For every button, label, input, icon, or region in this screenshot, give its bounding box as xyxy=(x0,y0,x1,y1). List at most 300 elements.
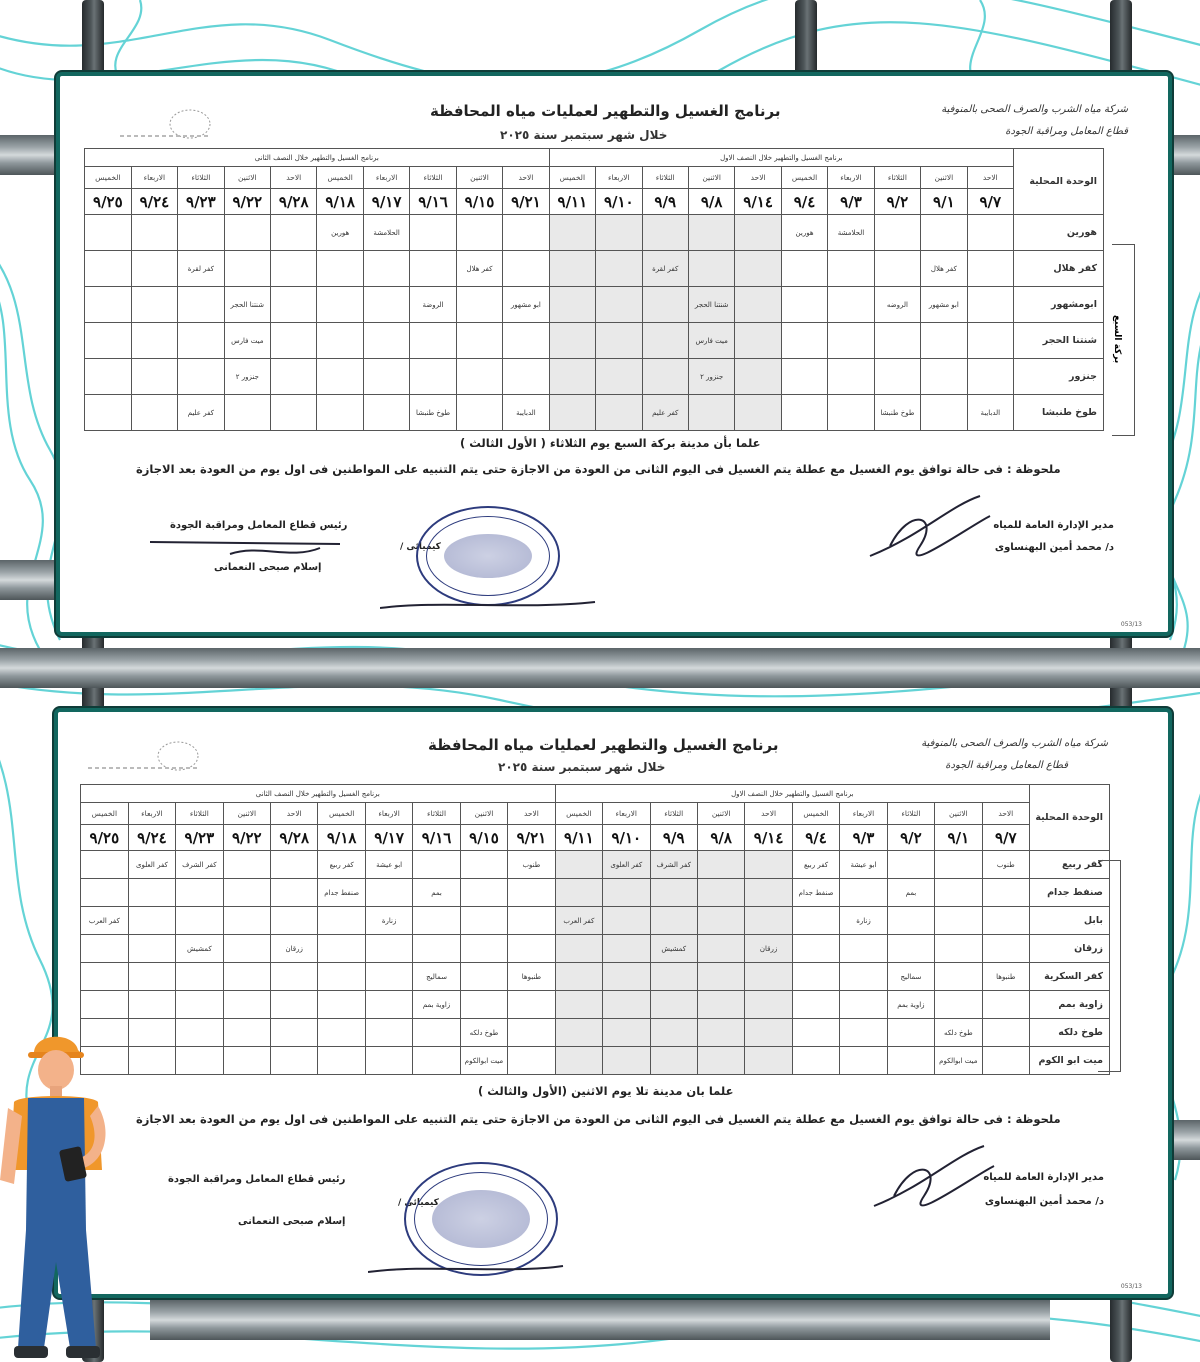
unit-name: بابل xyxy=(1030,907,1110,935)
schedule-cell xyxy=(887,907,934,935)
doc-subtitle: خلال شهر سبتمبر سنة ٢٠٢٥ xyxy=(498,760,666,774)
schedule-cell xyxy=(178,215,224,251)
day-header: الثلاثاء xyxy=(413,803,460,825)
pipe-horizontal xyxy=(0,135,60,175)
table-row xyxy=(81,851,1110,879)
left-signer-name: إسلام صبحى النعمانى xyxy=(238,1216,346,1227)
schedule-cell xyxy=(596,287,642,323)
schedule-cell: زاوية بمم xyxy=(413,991,460,1019)
schedule-cell xyxy=(176,907,223,935)
schedule-cell: شنتنا الحجر xyxy=(688,287,734,323)
schedule-cell xyxy=(128,935,175,963)
right-signer-title: مدير الإدارة العامة للمياه xyxy=(993,520,1114,531)
schedule-cell xyxy=(317,251,363,287)
schedule-cell xyxy=(223,935,270,963)
schedule-cell xyxy=(363,323,409,359)
unit-header: الوحدة المحلية xyxy=(1014,149,1104,215)
schedule-cell xyxy=(508,907,555,935)
schedule-cell xyxy=(840,935,887,963)
schedule-cell xyxy=(555,1019,602,1047)
schedule-cell xyxy=(887,1047,934,1075)
schedule-cell xyxy=(365,991,412,1019)
schedule-cell xyxy=(549,215,595,251)
date-header: ٩/٢٤ xyxy=(131,189,177,215)
schedule-cell xyxy=(508,1019,555,1047)
schedule-cell xyxy=(921,359,967,395)
schedule-cell xyxy=(828,251,874,287)
date-header: ٩/١٦ xyxy=(413,825,460,851)
day-header: الاربعاء xyxy=(365,803,412,825)
signature-right xyxy=(860,486,1000,566)
schedule-cell: الدبايبة xyxy=(967,395,1013,431)
schedule-cell: جنزور ٢ xyxy=(224,359,270,395)
day-header: الثلاثاء xyxy=(650,803,697,825)
day-header: الثلاثاء xyxy=(176,803,223,825)
schedule-cell xyxy=(503,323,549,359)
schedule-cell xyxy=(735,215,781,251)
day-header: الاحد xyxy=(967,167,1013,189)
schedule-cell xyxy=(840,1047,887,1075)
schedule-cell: الحلامشة xyxy=(363,215,409,251)
schedule-cell xyxy=(508,1047,555,1075)
company-name: شركة مياه الشرب والصرف الصحى بالمنوفية xyxy=(921,738,1108,749)
schedule-cell xyxy=(410,251,456,287)
day-header: الاثنين xyxy=(921,167,967,189)
schedule-cell: كفر ربيع xyxy=(318,851,365,879)
form-code: 053/13 xyxy=(1120,621,1142,628)
schedule-cell xyxy=(982,907,1029,935)
schedule-cell xyxy=(365,879,412,907)
schedule-cell xyxy=(178,287,224,323)
schedule-cell: زرقان xyxy=(745,935,792,963)
schedule-cell xyxy=(223,851,270,879)
left-signer-title: رئيس قطاع المعامل ومراقبة الجودة xyxy=(170,520,348,531)
date-header: ٩/١ xyxy=(921,189,967,215)
schedule-cell: ابو عيشة xyxy=(840,851,887,879)
schedule-cell xyxy=(781,323,827,359)
day-header: الاربعاء xyxy=(828,167,874,189)
date-header: ٩/١٤ xyxy=(735,189,781,215)
schedule-cell xyxy=(982,991,1029,1019)
first-half-label: برنامج الغسيل والتطهير خلال النصف الاول xyxy=(549,149,1013,167)
schedule-cell: ميت فارس xyxy=(224,323,270,359)
unit-name: شنتنا الحجر xyxy=(1014,323,1104,359)
schedule-cell xyxy=(318,935,365,963)
schedule-cell xyxy=(178,359,224,395)
schedule-cell xyxy=(745,1047,792,1075)
schedule-cell xyxy=(792,907,839,935)
schedule-cell xyxy=(271,251,317,287)
date-header: ٩/٢٤ xyxy=(128,825,175,851)
date-header: ٩/٢٢ xyxy=(224,189,270,215)
schedule-cell: ابو مشهور xyxy=(503,287,549,323)
schedule-cell xyxy=(781,359,827,395)
schedule-cell xyxy=(128,1047,175,1075)
schedule-cell xyxy=(460,963,507,991)
schedule-cell xyxy=(223,1019,270,1047)
schedule-cell xyxy=(363,395,409,431)
date-header: ٩/١١ xyxy=(555,825,602,851)
schedule-cell xyxy=(549,359,595,395)
unit-name: جنزور xyxy=(1014,359,1104,395)
schedule-cell xyxy=(555,991,602,1019)
official-stamp xyxy=(404,1162,558,1276)
schedule-cell xyxy=(410,359,456,395)
schedule-cell xyxy=(935,963,982,991)
schedule-cell xyxy=(503,251,549,287)
table-row xyxy=(81,1047,1110,1075)
date-header: ٩/٢٨ xyxy=(271,189,317,215)
schedule-cell: ابو مشهور xyxy=(921,287,967,323)
day-header: الخميس xyxy=(549,167,595,189)
schedule-cell xyxy=(317,323,363,359)
table-row xyxy=(81,935,1110,963)
schedule-cell xyxy=(271,215,317,251)
unit-name: هورين xyxy=(1014,215,1104,251)
side-bracket xyxy=(1098,860,1121,1072)
schedule-cell: كفر ربيع xyxy=(792,851,839,879)
schedule-cell xyxy=(735,395,781,431)
schedule-cell xyxy=(318,907,365,935)
schedule-cell: طنبوها xyxy=(982,963,1029,991)
schedule-cell xyxy=(460,991,507,1019)
schedule-cell xyxy=(271,851,318,879)
schedule-cell xyxy=(642,287,688,323)
schedule-cell xyxy=(131,251,177,287)
schedule-cell xyxy=(131,323,177,359)
schedule-cell xyxy=(781,287,827,323)
schedule-cell: سماليج xyxy=(413,963,460,991)
unit-name: ابومشهور xyxy=(1014,287,1104,323)
schedule-cell xyxy=(650,1047,697,1075)
schedule-cell: الحلامشة xyxy=(828,215,874,251)
date-header: ٩/٢٨ xyxy=(271,825,318,851)
schedule-cell: الروضة xyxy=(410,287,456,323)
schedule-cell xyxy=(596,215,642,251)
schedule-cell xyxy=(318,991,365,1019)
date-header: ٩/٩ xyxy=(642,189,688,215)
table-row xyxy=(85,251,1104,287)
schedule-cell xyxy=(887,851,934,879)
unit-name: طوخ طنبشا xyxy=(1014,395,1104,431)
schedule-cell xyxy=(365,1019,412,1047)
schedule-cell xyxy=(503,359,549,395)
schedule-cell xyxy=(549,323,595,359)
schedule-cell xyxy=(828,359,874,395)
schedule-cell xyxy=(967,251,1013,287)
schedule-cell: زاوية بمم xyxy=(887,991,934,1019)
logo-mark xyxy=(88,738,208,778)
signature-stroke xyxy=(380,596,600,616)
schedule-cell: طوخ طنبشا xyxy=(874,395,920,431)
schedule-cell xyxy=(596,251,642,287)
schedule-sheet-1 xyxy=(56,72,1172,636)
worker-illustration xyxy=(0,1030,120,1362)
schedule-cell xyxy=(318,963,365,991)
schedule-cell: كفر هلال xyxy=(456,251,502,287)
date-header: ٩/٢١ xyxy=(503,189,549,215)
date-header: ٩/٩ xyxy=(650,825,697,851)
unit-name: كفر هلال xyxy=(1014,251,1104,287)
schedule-cell xyxy=(967,323,1013,359)
schedule-cell xyxy=(81,935,129,963)
day-header: الاثنين xyxy=(688,167,734,189)
schedule-cell xyxy=(508,935,555,963)
schedule-cell: طوخ طنبشا xyxy=(410,395,456,431)
schedule-cell xyxy=(650,907,697,935)
logo-mark xyxy=(120,106,220,146)
schedule-cell xyxy=(735,287,781,323)
schedule-cell xyxy=(603,963,650,991)
right-signer-title: مدير الإدارة العامة للمياه xyxy=(983,1172,1104,1183)
date-header: ٩/١٠ xyxy=(603,825,650,851)
day-header: الاربعاء xyxy=(128,803,175,825)
schedule-cell xyxy=(688,251,734,287)
schedule-cell: جنزور ٢ xyxy=(688,359,734,395)
schedule-cell xyxy=(828,323,874,359)
schedule-table-1 xyxy=(84,148,1104,431)
date-header: ٩/٢٣ xyxy=(178,189,224,215)
schedule-cell xyxy=(365,935,412,963)
schedule-cell xyxy=(982,935,1029,963)
pipe-horizontal xyxy=(0,648,1200,688)
schedule-cell xyxy=(735,359,781,395)
schedule-cell xyxy=(828,395,874,431)
schedule-cell xyxy=(85,323,132,359)
schedule-cell: الدبايبة xyxy=(503,395,549,431)
footnote: علما بان مدينة تلا يوم الاثنين (الأول والثالث ) xyxy=(478,1084,734,1098)
schedule-cell xyxy=(176,879,223,907)
date-header: ٩/١٥ xyxy=(456,189,502,215)
schedule-cell xyxy=(792,935,839,963)
date-header: ٩/١٧ xyxy=(363,189,409,215)
day-header: الاثنين xyxy=(935,803,982,825)
schedule-cell xyxy=(363,359,409,395)
schedule-cell xyxy=(828,287,874,323)
date-header: ٩/١٠ xyxy=(596,189,642,215)
schedule-cell xyxy=(410,323,456,359)
schedule-cell xyxy=(697,879,744,907)
schedule-cell: كفر هلال xyxy=(921,251,967,287)
sector-name: قطاع المعامل ومراقبة الجودة xyxy=(945,760,1068,771)
schedule-cell xyxy=(735,323,781,359)
pipe-horizontal xyxy=(0,560,60,600)
schedule-cell xyxy=(792,1019,839,1047)
form-code: 053/13 xyxy=(1120,1283,1142,1290)
right-signer-name: د/ محمد أمين البهنساوى xyxy=(984,1196,1104,1207)
chemist-label: كيميائى / xyxy=(398,1198,439,1208)
schedule-cell xyxy=(935,851,982,879)
date-header: ٩/٢ xyxy=(887,825,934,851)
schedule-cell xyxy=(887,1019,934,1047)
schedule-cell xyxy=(935,991,982,1019)
schedule-cell xyxy=(410,215,456,251)
schedule-cell xyxy=(85,215,132,251)
schedule-cell xyxy=(982,1019,1029,1047)
day-header: الاحد xyxy=(271,167,317,189)
first-half-label: برنامج الغسيل والتطهير خلال النصف الاول xyxy=(555,785,1029,803)
table-row xyxy=(81,879,1110,907)
schedule-cell xyxy=(456,215,502,251)
schedule-cell xyxy=(317,395,363,431)
date-header: ٩/٤ xyxy=(781,189,827,215)
holiday-note: ملحوظة : فى حالة توافق يوم الغسيل مع عطلة يتم الغسيل فى اليوم الثانى من العودة من الاجازة حتى يتم التنبيه على المواطنين فى اول يوم من العودة بعد الاجازة xyxy=(136,1112,1061,1126)
schedule-cell xyxy=(935,879,982,907)
schedule-cell xyxy=(413,1047,460,1075)
schedule-cell xyxy=(935,907,982,935)
schedule-cell: هورين xyxy=(781,215,827,251)
date-header: ٩/١ xyxy=(935,825,982,851)
schedule-cell xyxy=(413,1019,460,1047)
schedule-cell xyxy=(503,215,549,251)
day-header: الخميس xyxy=(792,803,839,825)
side-bracket xyxy=(1112,244,1135,436)
schedule-cell xyxy=(745,991,792,1019)
date-header: ٩/١٨ xyxy=(317,189,363,215)
schedule-cell xyxy=(128,991,175,1019)
schedule-cell xyxy=(697,963,744,991)
schedule-cell: كفر عليم xyxy=(642,395,688,431)
schedule-cell xyxy=(840,1019,887,1047)
schedule-cell: طنبوها xyxy=(508,963,555,991)
day-header: الاحد xyxy=(503,167,549,189)
schedule-cell xyxy=(781,395,827,431)
schedule-cell xyxy=(271,323,317,359)
date-header: ٩/٣ xyxy=(840,825,887,851)
schedule-cell: طوخ دلكه xyxy=(460,1019,507,1047)
schedule-cell xyxy=(555,935,602,963)
schedule-cell xyxy=(131,359,177,395)
schedule-cell: ميت فارس xyxy=(688,323,734,359)
schedule-cell xyxy=(271,963,318,991)
schedule-cell xyxy=(642,215,688,251)
unit-name: كفر ربيع xyxy=(1030,851,1110,879)
schedule-cell xyxy=(81,851,129,879)
schedule-cell: كمشيش xyxy=(650,935,697,963)
schedule-cell xyxy=(271,1047,318,1075)
doc-title: برنامج الغسيل والتطهير لعمليات مياه المحافظة xyxy=(428,736,779,754)
schedule-cell xyxy=(921,323,967,359)
table-row xyxy=(85,395,1104,431)
day-header: الاربعاء xyxy=(596,167,642,189)
second-half-label: برنامج الغسيل والتطهير خلال النصف الثانى xyxy=(85,149,550,167)
schedule-cell: ميت ابوالكوم xyxy=(935,1047,982,1075)
schedule-cell xyxy=(874,323,920,359)
schedule-cell xyxy=(650,963,697,991)
schedule-cell xyxy=(128,1019,175,1047)
day-header: الثلاثاء xyxy=(410,167,456,189)
schedule-cell xyxy=(176,1047,223,1075)
schedule-cell xyxy=(128,907,175,935)
schedule-cell xyxy=(603,879,650,907)
schedule-cell xyxy=(85,359,132,395)
date-header: ٩/٧ xyxy=(982,825,1029,851)
unit-name: ميت ابو الكوم xyxy=(1030,1047,1110,1075)
schedule-cell xyxy=(317,359,363,395)
schedule-cell xyxy=(271,287,317,323)
day-header: الخميس xyxy=(81,803,129,825)
schedule-cell xyxy=(223,963,270,991)
signature-right xyxy=(864,1136,1004,1216)
schedule-cell xyxy=(460,879,507,907)
schedule-cell xyxy=(456,359,502,395)
schedule-cell xyxy=(365,1047,412,1075)
schedule-cell: كمشيش xyxy=(176,935,223,963)
schedule-cell xyxy=(555,1047,602,1075)
day-header: الاحد xyxy=(508,803,555,825)
schedule-cell xyxy=(555,879,602,907)
date-header: ٩/١٥ xyxy=(460,825,507,851)
date-header: ٩/٢٥ xyxy=(81,825,129,851)
schedule-cell xyxy=(603,1047,650,1075)
schedule-cell xyxy=(745,851,792,879)
schedule-cell xyxy=(271,1019,318,1047)
schedule-cell: كفر العرب xyxy=(555,907,602,935)
table-row xyxy=(81,907,1110,935)
schedule-cell: كفر لقرة xyxy=(178,251,224,287)
signature-left xyxy=(150,534,350,564)
day-header: الخميس xyxy=(781,167,827,189)
table-row xyxy=(85,215,1104,251)
schedule-cell: شنتنا الحجر xyxy=(224,287,270,323)
schedule-cell xyxy=(549,287,595,323)
schedule-cell xyxy=(318,1047,365,1075)
schedule-cell xyxy=(967,359,1013,395)
schedule-cell: كفر الشرف xyxy=(176,851,223,879)
schedule-cell xyxy=(549,251,595,287)
schedule-cell xyxy=(874,215,920,251)
schedule-cell xyxy=(508,991,555,1019)
day-header: الاثنين xyxy=(460,803,507,825)
schedule-cell xyxy=(176,963,223,991)
date-header: ٩/٢١ xyxy=(508,825,555,851)
schedule-cell xyxy=(735,251,781,287)
schedule-cell xyxy=(792,1047,839,1075)
schedule-cell xyxy=(745,879,792,907)
pipe-vertical xyxy=(795,0,817,80)
schedule-cell xyxy=(792,963,839,991)
schedule-cell xyxy=(840,991,887,1019)
day-header: الثلاثاء xyxy=(178,167,224,189)
schedule-cell: زرقان xyxy=(271,935,318,963)
schedule-cell: زنارة xyxy=(365,907,412,935)
schedule-cell xyxy=(456,287,502,323)
left-signer-name: إسلام صبحى النعمانى xyxy=(214,562,322,573)
schedule-cell xyxy=(840,879,887,907)
table-row xyxy=(85,359,1104,395)
schedule-cell xyxy=(178,323,224,359)
schedule-cell xyxy=(317,287,363,323)
schedule-cell xyxy=(642,359,688,395)
day-header: الخميس xyxy=(85,167,132,189)
schedule-cell xyxy=(131,395,177,431)
schedule-cell: بمم xyxy=(413,879,460,907)
schedule-cell xyxy=(131,287,177,323)
day-header: الاثنين xyxy=(223,803,270,825)
schedule-cell xyxy=(874,359,920,395)
schedule-cell xyxy=(224,215,270,251)
schedule-cell xyxy=(81,963,129,991)
unit-name: زاوية بمم xyxy=(1030,991,1110,1019)
schedule-cell: صنفط جدام xyxy=(792,879,839,907)
day-header: الاثنين xyxy=(224,167,270,189)
schedule-cell xyxy=(271,907,318,935)
table-row xyxy=(85,287,1104,323)
schedule-cell xyxy=(128,963,175,991)
date-header: ٩/٤ xyxy=(792,825,839,851)
day-header: الاثنين xyxy=(697,803,744,825)
schedule-cell xyxy=(688,395,734,431)
